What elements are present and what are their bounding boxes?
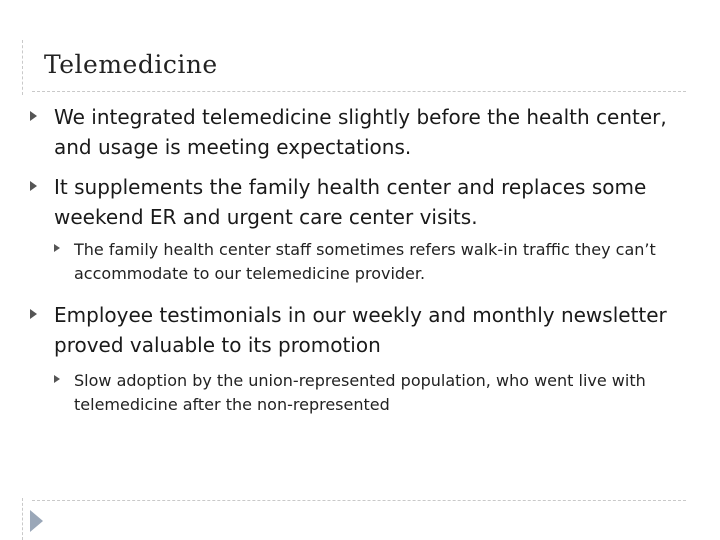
bullet-triangle-icon [30, 111, 37, 121]
bullet-item [54, 172, 674, 232]
sub-bullet-triangle-icon [54, 375, 60, 383]
bullet-item [54, 300, 674, 360]
bullet-text: Employee testimonials in our weekly and monthly newsletter proved valuable to its promotion [54, 303, 667, 357]
bullet-triangle-icon [30, 181, 37, 191]
sub-bullet-triangle-icon [54, 244, 60, 252]
decorative-vertical-line [22, 498, 23, 540]
bullet-text: We integrated telemedicine slightly before the health center, and usage is meeting expectations. [54, 105, 667, 159]
title-divider [32, 91, 686, 92]
sub-bullet-item [74, 369, 674, 417]
play-icon[interactable] [30, 510, 43, 532]
slide-title: Telemedicine [44, 50, 218, 79]
footer-divider [32, 500, 686, 501]
decorative-vertical-line [22, 40, 23, 95]
bullet-triangle-icon [30, 309, 37, 319]
sub-bullet-text: The family health center staff sometimes refers walk-in traffic they can’t accommodate to our telemedicine provider. [74, 240, 656, 283]
sub-bullet-item [74, 238, 674, 286]
bullet-text: It supplements the family health center and replaces some weekend ER and urgent care center visits. [54, 175, 647, 229]
sub-bullet-text: Slow adoption by the union-represented population, who went live with telemedicine after the non-represented [74, 371, 646, 414]
bullet-item [54, 102, 674, 162]
